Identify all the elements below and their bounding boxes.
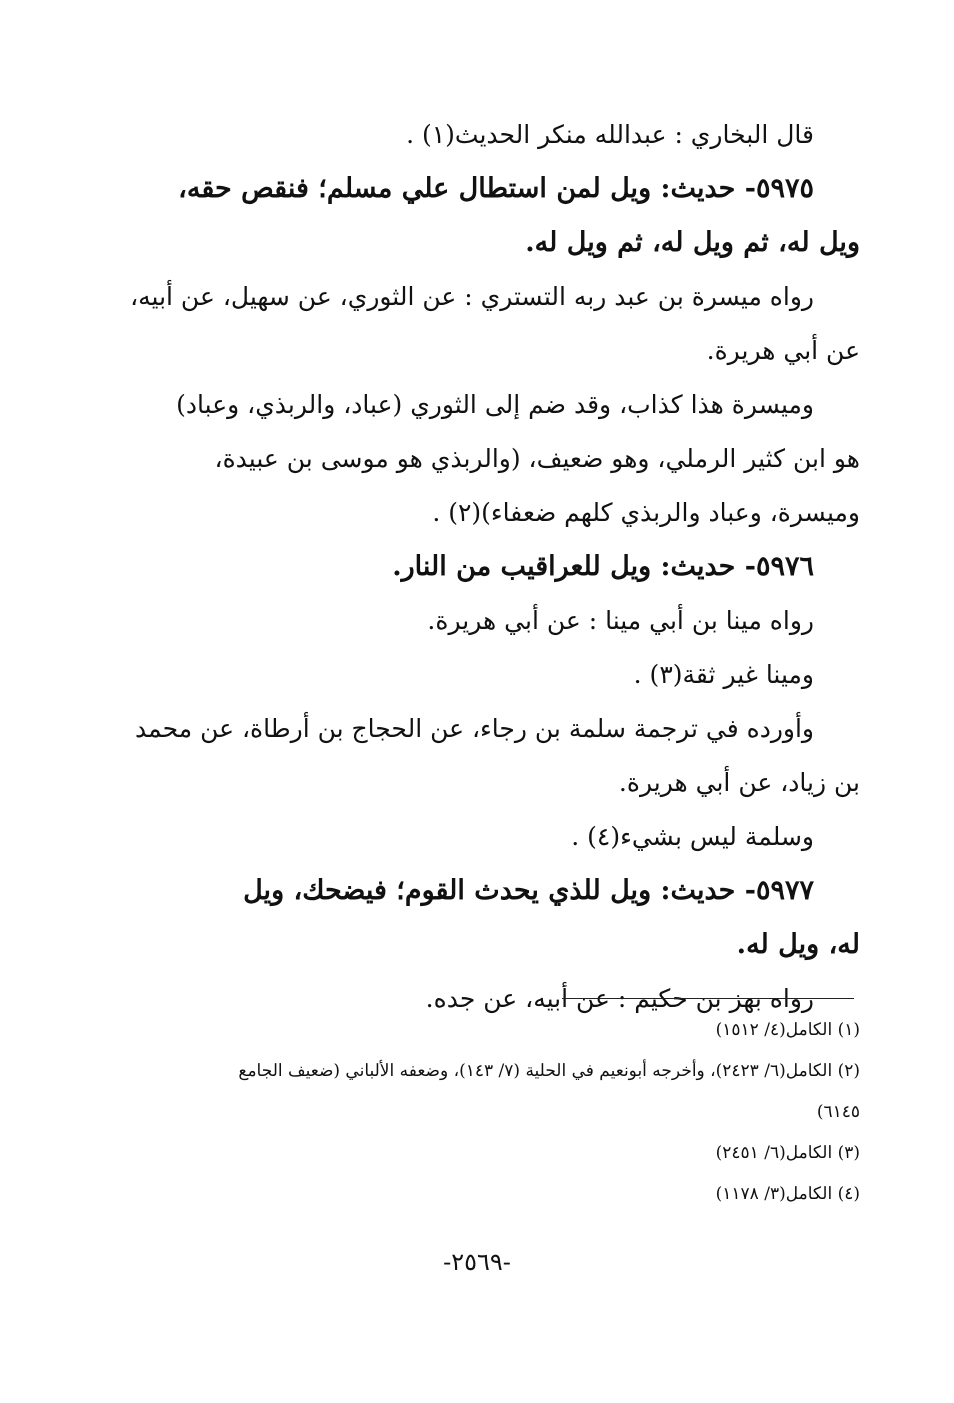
text-line: بن زياد، عن أبي هريرة. [618,768,860,797]
text-line: ٥٩٧٥- حديث: ويل لمن استطال علي مسلم؛ فنقص حقه، [178,173,814,204]
text-line: ويل له، ثم ويل له، ثم ويل له. [525,227,860,258]
text-line: وميسرة هذا كذاب، وقد ضم إلى الثوري (عباد، والربذي، وعباد) [176,390,814,419]
text-line: ٥٩٧٦- حديث: ويل للعراقيب من النار. [392,551,814,582]
text-line: ٥٩٧٧- حديث: ويل للذي يحدث القوم؛ فيضحك، ويل [243,875,814,906]
text-line: قال البخاري : عبدالله منكر الحديث(١) . [406,120,814,149]
text-line: رواه مينا بن أبي مينا : عن أبي هريرة. [427,606,814,635]
page-number: -٢٥٦٩- [443,1248,511,1276]
text-line: رواه ميسرة بن عبد ربه التستري : عن الثوري، عن سهيل، عن أبيه، [130,282,814,311]
main-text [108,108,860,1026]
text-line: وسلمة ليس بشيء(٤) . [571,822,814,851]
footnote-line: (٢) الكامل(٦/ ٢٤٢٣)، وأخرجه أبونعيم في الحلية (٧/ ١٤٣)، وضعفه الألباني (ضعيف الجامع [238,1061,860,1081]
footnotes [108,1010,860,1215]
footnote-line: (٤) الكامل(٣/ ١١٧٨) [715,1184,860,1204]
text-line: رواه بهز بن حكيم : عن أبيه، عن جده. [425,984,814,1013]
text-line: وأورده في ترجمة سلمة بن رجاء، عن الحجاج بن أرطاة، عن محمد [135,714,814,743]
footnote-line: (١) الكامل(٤/ ١٥١٢) [715,1020,860,1040]
text-line: له، ويل له. [736,929,860,960]
footnote-line: ٦١٤٥) [816,1102,860,1122]
footnote-separator [562,998,854,999]
footnote-line: (٣) الكامل(٦/ ٢٤٥١) [715,1143,860,1163]
text-line: عن أبي هريرة. [706,336,860,365]
text-line: ومينا غير ثقة(٣) . [633,660,814,689]
text-line: وميسرة، وعباد والربذي كلهم ضعفاء)(٢) . [432,498,860,527]
text-line: هو ابن كثير الرملي، وهو ضعيف، (والربذي هو موسى بن عبيدة، [214,444,860,473]
